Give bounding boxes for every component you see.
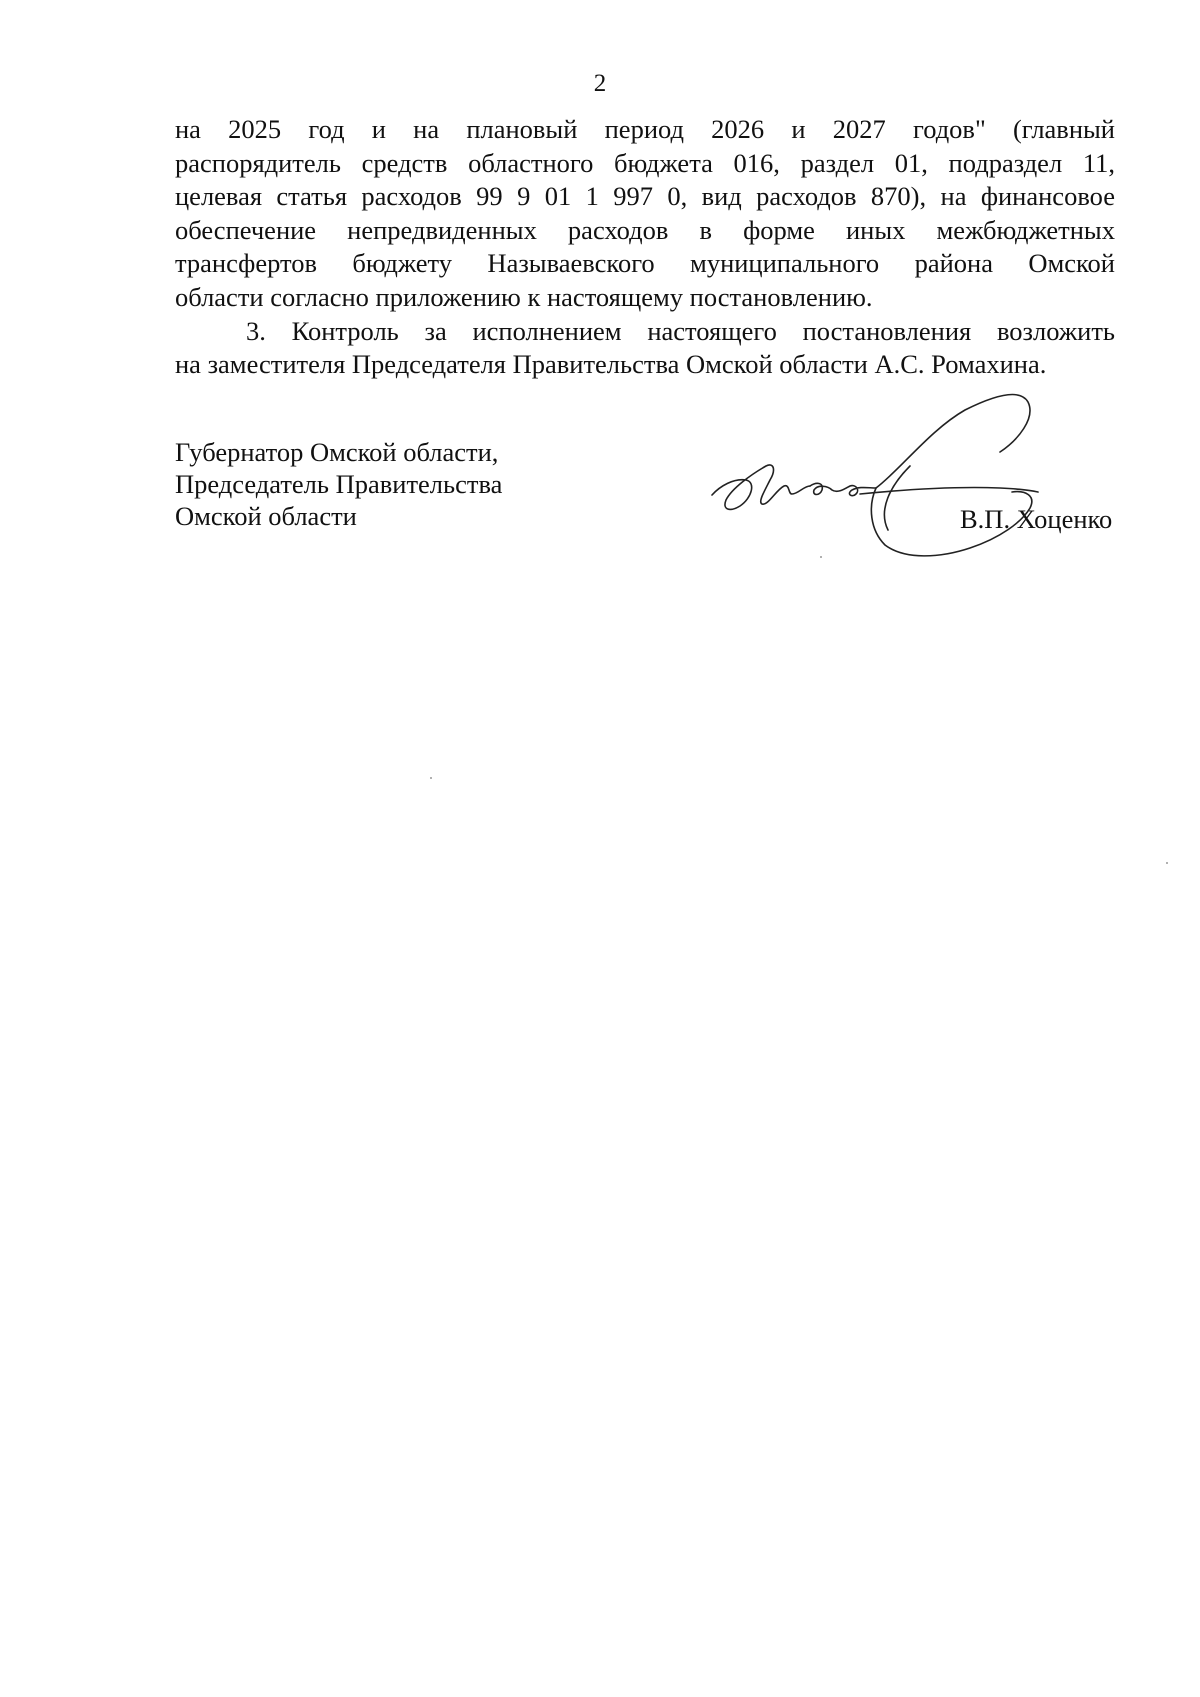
body-line: трансфертов бюджету Называевского муниципального района Омской bbox=[175, 248, 1115, 279]
signatory-title-line: Омской области bbox=[175, 501, 357, 531]
signatory-title-line: Председатель Правительства bbox=[175, 469, 503, 499]
document-body bbox=[175, 113, 1115, 382]
body-line: на 2025 год и на плановый период 2026 и 2027 годов" (главный bbox=[175, 114, 1115, 144]
body-line: обеспечение непредвиденных расходов в форме иных межбюджетных bbox=[175, 214, 1115, 245]
scan-speck bbox=[820, 556, 822, 558]
scan-speck bbox=[430, 777, 432, 779]
body-line: области согласно приложению к настоящему постановлению. bbox=[175, 281, 873, 312]
handwritten-signature bbox=[700, 390, 1100, 580]
body-line: распорядитель средств областного бюджета 016, раздел 01, подраздел 11, bbox=[175, 147, 1115, 178]
body-line: 3. Контроль за исполнением настоящего постановления возложить bbox=[246, 315, 1115, 346]
body-line: целевая статья расходов 99 9 01 1 997 0, вид расходов 870), на финансовое bbox=[175, 181, 1115, 212]
signatory-name: В.П. Хоценко bbox=[960, 504, 1113, 534]
scan-speck bbox=[1166, 862, 1168, 864]
signatory-title bbox=[175, 436, 502, 532]
body-line: на заместителя Председателя Правительства Омской области А.С. Ромахина. bbox=[175, 349, 1047, 380]
signatory-title-line: Губернатор Омской области, bbox=[175, 437, 499, 467]
page-number: 2 bbox=[593, 70, 607, 97]
